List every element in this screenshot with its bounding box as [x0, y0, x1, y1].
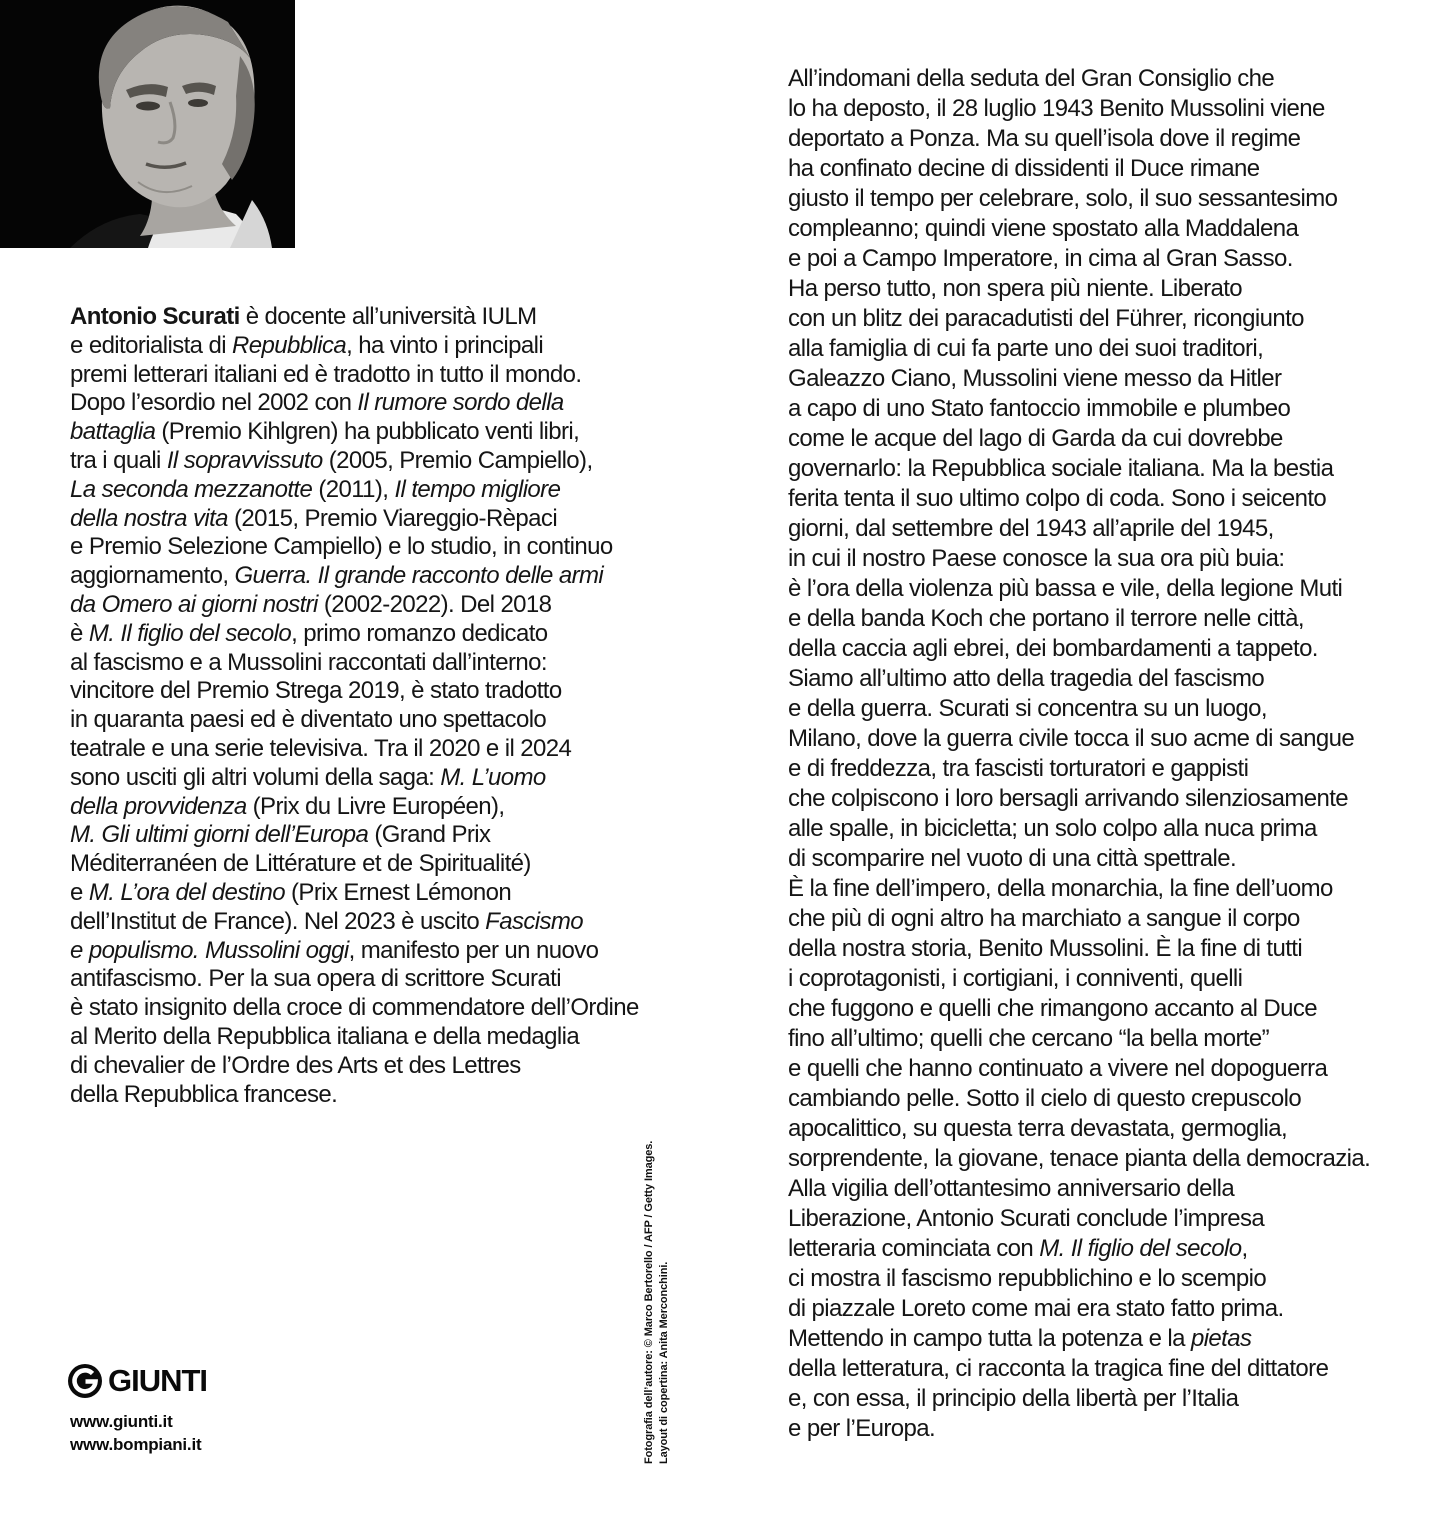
text-line: M. Gli ultimi giorni dell’Europa (Grand Prix — [70, 821, 491, 849]
text-line: è stato insignito della croce di commendatore dell’Ordine — [70, 994, 639, 1022]
text-line: Dopo l’esordio nel 2002 con Il rumore sordo della — [70, 389, 564, 417]
text-line: ha confinato decine di dissidenti il Duce rimane — [788, 155, 1260, 182]
text-line: antifascismo. Per la sua opera di scrittore Scurati — [70, 965, 561, 993]
text-line: Siamo all’ultimo atto della tragedia del fascismo — [788, 665, 1265, 692]
text-line: della caccia agli ebrei, dei bombardamenti a tappeto. — [788, 635, 1318, 662]
publisher-websites — [70, 1410, 201, 1456]
text-line: in cui il nostro Paese conosce la sua ora più buia: — [788, 545, 1285, 572]
text-line: e poi a Campo Imperatore, in cima al Gran Sasso. — [788, 245, 1293, 272]
text-line: È la fine dell’impero, della monarchia, la fine dell’uomo — [788, 875, 1333, 902]
layout-credit: Layout di copertina: Anita Merconchini. — [658, 1261, 670, 1464]
text-line: di scomparire nel vuoto di una città spettrale. — [788, 845, 1237, 872]
text-line: al Merito della Repubblica italiana e della medaglia — [70, 1022, 580, 1050]
credits-vertical-text — [642, 1141, 672, 1464]
text-line: i coprotagonisti, i cortigiani, i conniventi, quelli — [788, 965, 1243, 992]
website-giunti: www.giunti.it — [70, 1412, 173, 1431]
text-line: deportato a Ponza. Ma su quell’isola dove il regime — [788, 125, 1301, 152]
text-line: premi letterari italiani ed è tradotto in tutto il mondo. — [70, 360, 582, 388]
text-line: a capo di uno Stato fantoccio immobile e plumbeo — [788, 395, 1291, 422]
text-line: tra i quali Il sopravvissuto (2005, Premio Campiello), — [70, 446, 593, 474]
text-line: sono usciti gli altri volumi della saga: M. L’uomo — [70, 763, 546, 791]
text-line: e editorialista di Repubblica, ha vinto i principali — [70, 331, 544, 359]
text-line: battaglia (Premio Kihlgren) ha pubblicato venti libri, — [70, 418, 580, 446]
text-line: aggiornamento, Guerra. Il grande racconto delle armi — [70, 562, 604, 590]
text-line: con un blitz dei paracadutisti del Führer, ricongiunto — [788, 305, 1304, 332]
text-line: La seconda mezzanotte (2011), Il tempo migliore — [70, 475, 561, 503]
text-line: e di freddezza, tra fascisti torturatori e gappisti — [788, 755, 1249, 782]
photo-credit: Fotografia dell’autore: © Marco Bertorello / AFP / Getty Images. — [643, 1140, 655, 1464]
text-line: della provvidenza (Prix du Livre Européen), — [70, 792, 505, 820]
text-line: è l’ora della violenza più bassa e vile, della legione Muti — [788, 575, 1343, 602]
text-line: come le acque del lago di Garda da cui dovrebbe — [788, 425, 1283, 452]
text-line: e, con essa, il principio della libertà per l’Italia — [788, 1385, 1239, 1412]
publisher-logo — [68, 1363, 207, 1399]
text-line: e quelli che hanno continuato a vivere nel dopoguerra — [788, 1055, 1328, 1082]
text-line: da Omero ai giorni nostri (2002-2022). Del 2018 — [70, 590, 552, 618]
text-line: e per l’Europa. — [788, 1415, 936, 1442]
text-line: e populismo. Mussolini oggi, manifesto per un nuovo — [70, 936, 599, 964]
text-line: ci mostra il fascismo repubblichino e lo scempio — [788, 1265, 1267, 1292]
text-line: giorni, dal settembre del 1943 all’aprile del 1945, — [788, 515, 1274, 542]
text-line: sorprendente, la giovane, tenace pianta della democrazia. — [788, 1145, 1371, 1172]
text-line: Galeazzo Ciano, Mussolini viene messo da Hitler — [788, 365, 1282, 392]
text-line: al fascismo e a Mussolini raccontati dall’interno: — [70, 648, 547, 676]
text-line: compleanno; quindi viene spostato alla Maddalena — [788, 215, 1299, 242]
text-line: della letteratura, ci racconta la tragica fine del dittatore — [788, 1355, 1329, 1382]
text-line: dell’Institut de France). Nel 2023 è uscito Fascismo — [70, 907, 584, 935]
author-photo — [0, 0, 295, 248]
book-description — [788, 64, 1370, 1444]
giunti-logo-icon — [68, 1364, 102, 1398]
text-line: letteraria cominciata con M. Il figlio del secolo, — [788, 1235, 1248, 1262]
text-line: Liberazione, Antonio Scurati conclude l’impresa — [788, 1205, 1265, 1232]
text-line: Méditerranéen de Littérature et de Spiritualité) — [70, 850, 531, 878]
text-line: lo ha deposto, il 28 luglio 1943 Benito Mussolini viene — [788, 95, 1325, 122]
text-line: che fuggono e quelli che rimangono accanto al Duce — [788, 995, 1318, 1022]
text-line: ferita tenta il suo ultimo colpo di coda. Sono i seicento — [788, 485, 1327, 512]
text-line: Alla vigilia dell’ottantesimo anniversario della — [788, 1175, 1235, 1202]
text-line: è M. Il figlio del secolo, primo romanzo dedicato — [70, 619, 548, 647]
text-line: della Repubblica francese. — [70, 1080, 338, 1108]
text-line: cambiando pelle. Sotto il cielo di questo crepuscolo — [788, 1085, 1302, 1112]
text-line: che più di ogni altro ha marchiato a sangue il corpo — [788, 905, 1300, 932]
author-portrait-illustration — [0, 0, 295, 248]
text-line: vincitore del Premio Strega 2019, è stato tradotto — [70, 677, 562, 705]
text-line: Mettendo in campo tutta la potenza e la pietas — [788, 1325, 1252, 1352]
text-line: alla famiglia di cui fa parte uno dei suoi traditori, — [788, 335, 1264, 362]
website-bompiani: www.bompiani.it — [70, 1435, 202, 1454]
text-line: governarlo: la Repubblica sociale italiana. Ma la bestia — [788, 455, 1334, 482]
text-line: Ha perso tutto, non spera più niente. Liberato — [788, 275, 1243, 302]
text-line: Antonio Scurati è docente all’università IULM — [70, 303, 537, 330]
text-line: di chevalier de l’Ordre des Arts et des Lettres — [70, 1051, 521, 1079]
text-line: e della guerra. Scurati si concentra su un luogo, — [788, 695, 1267, 722]
text-line: All’indomani della seduta del Gran Consiglio che — [788, 65, 1275, 92]
text-line: giusto il tempo per celebrare, solo, il suo sessantesimo — [788, 185, 1338, 212]
text-line: di piazzale Loreto come mai era stato fatto prima. — [788, 1295, 1284, 1322]
text-line: in quaranta paesi ed è diventato uno spettacolo — [70, 706, 547, 734]
text-line: e Premio Selezione Campiello) e lo studio, in continuo — [70, 533, 613, 561]
text-line: che colpiscono i loro bersagli arrivando silenziosamente — [788, 785, 1349, 812]
text-line: e della banda Koch che portano il terrore nelle città, — [788, 605, 1304, 632]
text-line: della nostra storia, Benito Mussolini. È la fine di tutti — [788, 935, 1303, 962]
text-line: e M. L’ora del destino (Prix Ernest Lémonon — [70, 878, 512, 906]
text-line: teatrale e una serie televisiva. Tra il 2020 e il 2024 — [70, 734, 572, 762]
text-line: Milano, dove la guerra civile tocca il suo acme di sangue — [788, 725, 1355, 752]
text-line: alle spalle, in bicicletta; un solo colpo alla nuca prima — [788, 815, 1317, 842]
text-line: fino all’ultimo; quelli che cercano “la bella morte” — [788, 1025, 1270, 1052]
publisher-name: GIUNTI — [108, 1363, 208, 1398]
text-line: apocalittico, su questa terra devastata, germoglia, — [788, 1115, 1288, 1142]
text-line: della nostra vita (2015, Premio Viareggio-Rèpaci — [70, 504, 558, 532]
author-bio — [70, 303, 639, 1109]
